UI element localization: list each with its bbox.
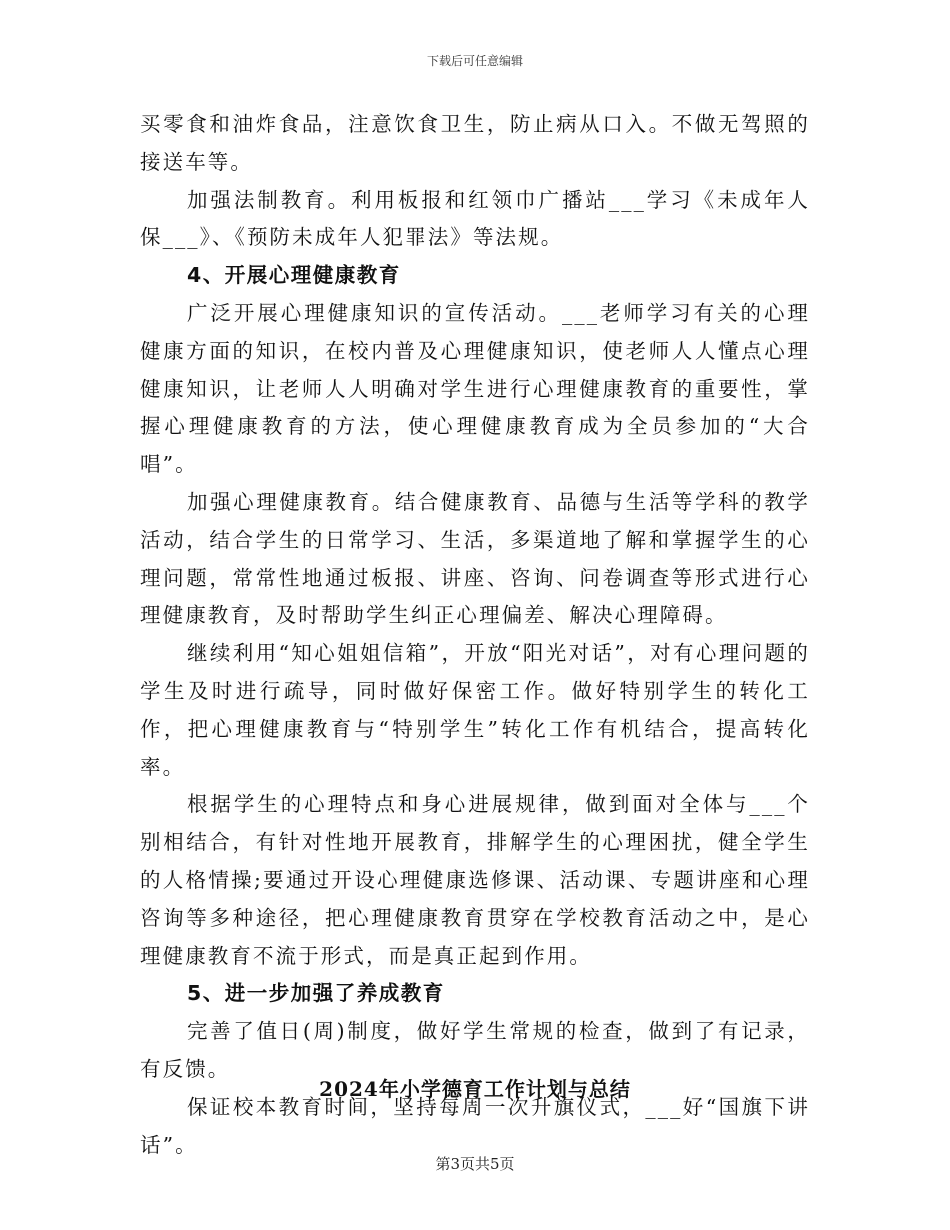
section-title: 2024年小学德育工作计划与总结 xyxy=(319,1077,631,1101)
paragraph-mailbox: 继续利用“知心姐姐信箱”，开放“阳光对话”，对有心理问题的学生及时进行疏导，同时做好保密工作。做好特别学生的转化工作，把心理健康教育与“特别学生”转化工作有机结合，提高转化率。 xyxy=(140,641,810,779)
paragraph-1: 买零食和油炸食品，注意饮食卫生，防止病从口入。不做无驾照的接送车等。 xyxy=(140,112,810,174)
paragraph-mental-health-promotion: 广泛开展心理健康知识的宣传活动。___老师学习有关的心理健康方面的知识，在校内普及心理健康知识，使老师人人懂点心理健康知识，让老师人人明确对学生进行心理健康教育的重要性，掌握心理健康教育的方法，使心理健康教育成为全员参加的“大合唱”。 xyxy=(140,300,810,477)
document-body xyxy=(140,106,810,1164)
paragraph-characteristics: 根据学生的心理特点和身心进展规律，做到面对全体与___个别相结合，有针对性地开展教育，排解学生的心理困扰，健全学生的人格情操;要通过开设心理健康选修课、活动课、专题讲座和心理咨询等多种途径，把心理健康教育贯穿在学校教育活动之中，是心理健康教育不流于形式，而是真正起到作用。 xyxy=(140,792,810,968)
heading-habit-education: 5、进一步加强了养成教育 xyxy=(187,981,445,1006)
paragraph-duty-system: 完善了值日(周)制度，做好学生常规的检查，做到了有记录，有反馈。 xyxy=(140,1019,810,1081)
heading-mental-health: 4、开展心理健康教育 xyxy=(187,263,401,288)
paragraph-flag-ceremony: 保证校本教育时间，坚持每周一次升旗仪式，___好“国旗下讲话”。 xyxy=(140,1094,810,1157)
paragraph-legal-education: 加强法制教育。利用板报和红领巾广播站___学习《未成年人保___》、《预防未成年人犯罪法》等法规。 xyxy=(140,187,810,250)
page-header-note: 下载后可任意编辑 xyxy=(426,54,523,68)
paragraph-mental-health-strengthen: 加强心理健康教育。结合健康教育、品德与生活等学科的教学活动，结合学生的日常学习、生活，多渠道地了解和掌握学生的心理问题，常常性地通过板报、讲座、咨询、问卷调查等形式进行心理健康教育，及时帮助学生纠正心理偏差、解决心理障碍。 xyxy=(140,489,810,628)
page-footer: 第3页共5页 xyxy=(435,1155,515,1173)
